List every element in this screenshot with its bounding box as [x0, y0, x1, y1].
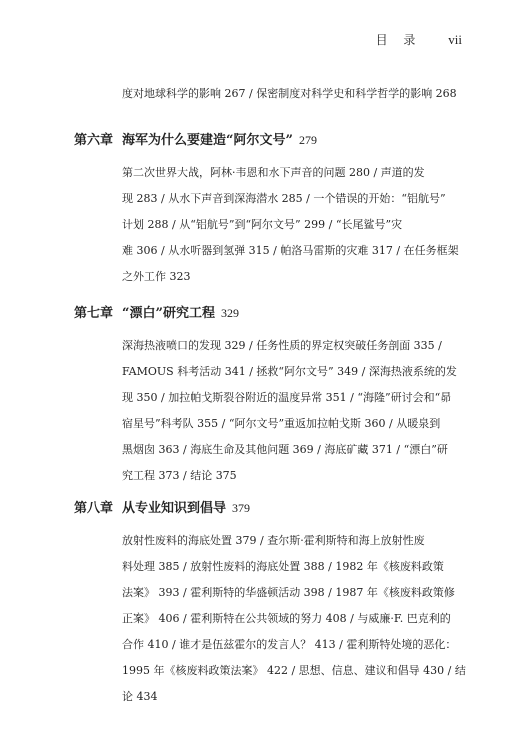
- section-line: 黑烟囱 363 / 海底生命及其他问题 369 / 海底矿藏 371 / “漂白”研: [122, 443, 448, 456]
- running-header: [376, 31, 462, 48]
- section-line: 计划 288 / 从“铝航号”到“阿尔文号” 299 / “长尾鲨号”灾: [122, 218, 403, 231]
- toc-chapter-6: [74, 126, 464, 290]
- section-line: 现 283 / 从水下声音到深海潜水 285 / 一个错误的开始：“铝航号”: [122, 192, 446, 205]
- chapter-heading[interactable]: [74, 299, 464, 327]
- section-line: 究工程 373 / 结论 375: [122, 469, 237, 482]
- section-line: FAMOUS 科考活动 341 / 拯救“阿尔文号” 349 / 深海热液系统的发: [122, 365, 457, 378]
- chapter-page: 329: [220, 306, 239, 320]
- running-header-title: 目 录: [375, 33, 422, 47]
- section-line: 深海热液喷口的发现 329 / 任务性质的界定权突破任务剖面 335 /: [122, 339, 442, 352]
- chapter-sections: [122, 333, 462, 489]
- section-line: 论 434: [122, 690, 158, 703]
- chapter-title: “漂白”研究工程: [122, 306, 215, 321]
- section-line: 现 350 / 加拉帕戈斯裂谷附近的温度异常 351 / “海隆”研讨会和“昴: [122, 391, 452, 404]
- chapter-sections: [122, 528, 466, 710]
- chapter-heading[interactable]: [74, 126, 464, 154]
- chapter-page: 379: [232, 501, 251, 515]
- chapter-title: 海军为什么要建造“阿尔文号”: [122, 133, 293, 148]
- chapter-sections: [122, 160, 462, 290]
- section-line: 1995 年《核废料政策法案》 422 / 思想、信息、建议和倡导 430 / 结: [122, 664, 466, 677]
- page-number: vii: [448, 32, 462, 47]
- section-line: 之外工作 323: [122, 270, 191, 283]
- section-line: 法案》 393 / 霍利斯特的华盛顿活动 398 / 1987 年《核废料政策修: [122, 586, 455, 599]
- section-line: 正案》 406 / 霍利斯特在公共领域的努力 408 / 与威廉·F. 巴克利的: [122, 612, 451, 625]
- section-line: 放射性废料的海底处置 379 / 查尔斯·霍利斯特和海上放射性废: [122, 534, 425, 547]
- chapter-number: 第六章: [74, 133, 114, 148]
- continued-toc-entry: 度对地球科学的影响 267 / 保密制度对科学史和科学哲学的影响 268: [122, 87, 457, 100]
- section-line: 合作 410 / 谁才是伍兹霍尔的发言人？ 413 / 霍利斯特处境的恶化：: [122, 638, 457, 651]
- section-line: 难 306 / 从水听器到氢弹 315 / 帕洛马雷斯的灾难 317 / 在任务框架: [122, 244, 459, 257]
- toc-chapter-7: [74, 299, 464, 489]
- chapter-number: 第七章: [74, 306, 114, 321]
- chapter-heading[interactable]: [74, 494, 464, 522]
- toc-chapter-8: [74, 494, 464, 710]
- section-line: 宿星号”科考队 355 / “阿尔文号”重返加拉帕戈斯 360 / 从暖泉到: [122, 417, 441, 430]
- chapter-title: 从专业知识到倡导: [122, 501, 227, 516]
- section-line: 料处理 385 / 放射性废料的海底处置 388 / 1982 年《核废料政策: [122, 560, 444, 573]
- chapter-page: 279: [298, 133, 317, 147]
- section-line: 第二次世界大战，阿林·韦恩和水下声音的问题 280 / 声道的发: [122, 166, 425, 179]
- chapter-number: 第八章: [74, 501, 114, 516]
